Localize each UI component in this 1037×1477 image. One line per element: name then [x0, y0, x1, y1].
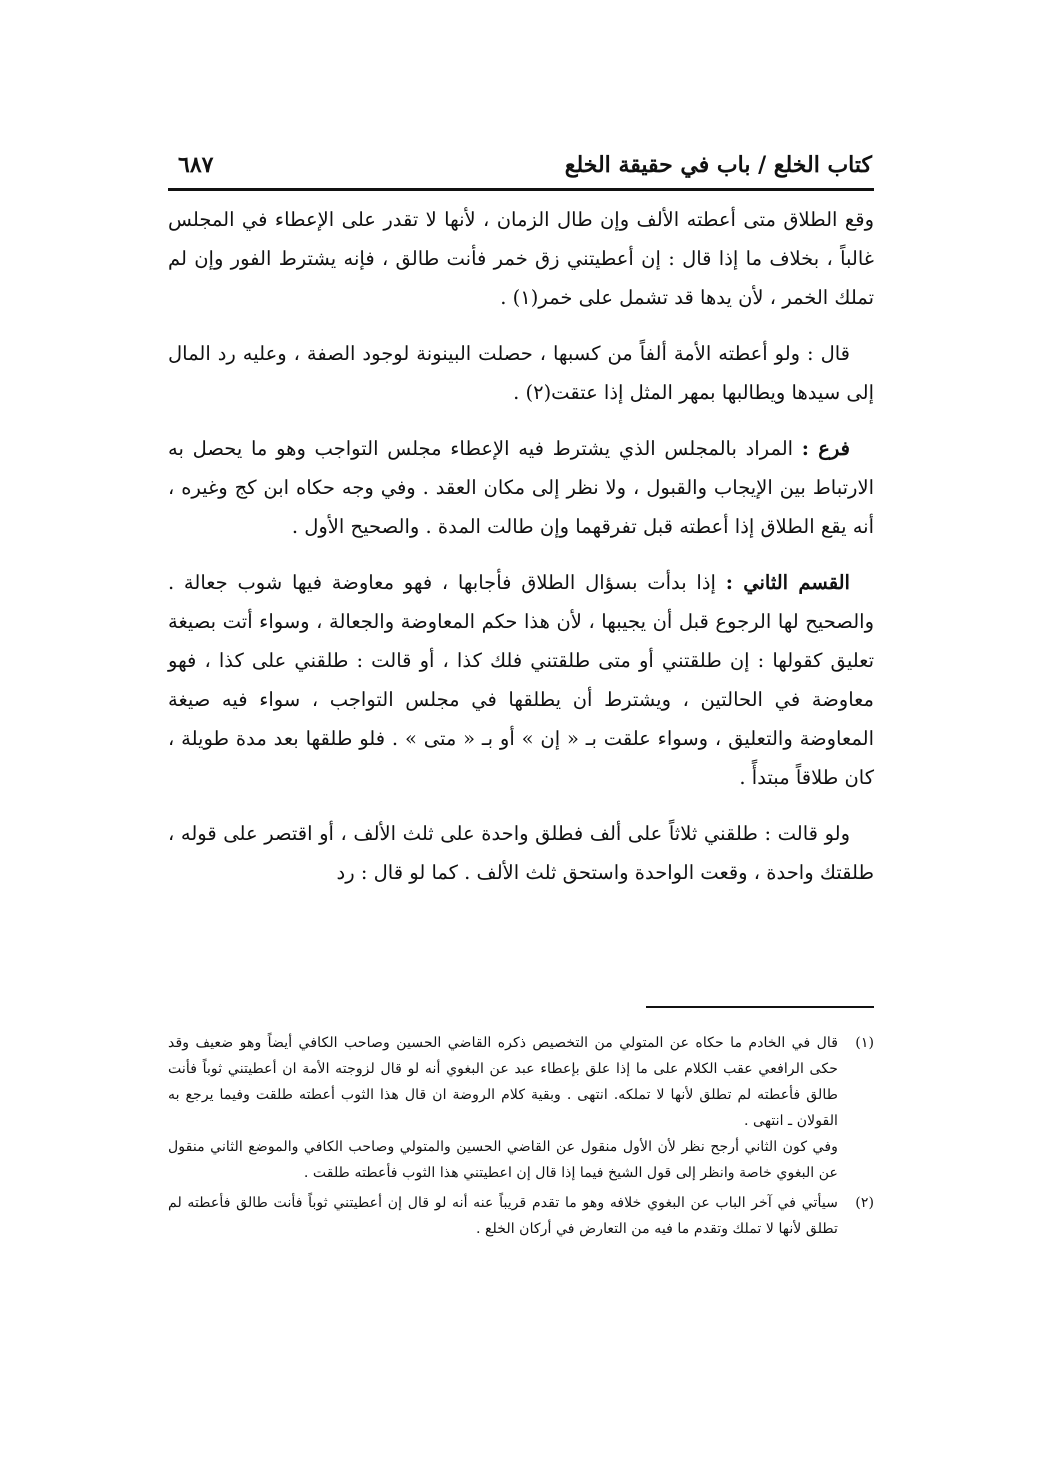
footnote-body	[168, 1190, 838, 1242]
running-header	[178, 148, 872, 188]
main-text	[168, 200, 874, 909]
paragraph-2	[168, 334, 874, 412]
paragraph-5	[168, 814, 874, 892]
footnote-number: (٢)	[855, 1195, 874, 1211]
footnote-body	[168, 1030, 838, 1186]
footnote-1	[168, 1030, 874, 1186]
paragraph-text: إذا بدأت بسؤال الطلاق فأجابها ، فهو معاوضة فيها شوب جعالة . والصحيح لها الرجوع قبل أن يجيبها ، لأن هذا حكم المعاوضة والجعالة ، وسواء أتت بصيغة تعليق كقولها : إن طلقتني أو متى طلقتني فلك كذا ، أو قالت : طلقني على كذا ، فهو معاوضة في الحالتين ، ويشترط أن يطلقها في مجلس التواجب ، سواء فيه صيغة المعاوضة والتعليق ، وسواء علقت بـ « إن » أو بـ « متى » . فلو طلقها بعد مدة طويلة ، كان طلاقاً مبتدأً .	[168, 571, 874, 789]
paragraph-lead: فرع :	[801, 437, 851, 460]
footnote-paragraph: قال في الخادم ما حكاه عن المتولي من التخصيص ذكره القاضي الحسين وصاحب الكافي أيضاً وهو ضعيف وقد حكى الرافعي عقب الكلام على ما إذا علق بإعطاء عبد عن البغوي أنه لو قال لزوجته الأمة ان أعطيتني ثوباً فأنت طالق فأعطته لم تطلق لأنها لا تملكه. انتهى . وبقية كلام الروضة ان قال هذا الثوب أعطته طلقت وفيما يرجع به القولان ـ انتهى .	[168, 1035, 838, 1129]
header-title: كتاب الخلع / باب في حقيقة الخلع	[564, 152, 872, 178]
footnote-paragraph: وفي كون الثاني أرجح نظر لأن الأول منقول عن القاضي الحسين والمتولي وصاحب الكافي والموضع الثاني منقول عن البغوي خاصة وانظر إلى قول الشيخ فيما إذا قال إن اعطيتني هذا الثوب فأعطته طلقت .	[168, 1139, 838, 1181]
page-number: ٦٨٧	[178, 152, 214, 178]
paragraph-4	[168, 563, 874, 797]
paragraph-1	[168, 200, 874, 317]
footnote-rule	[646, 1006, 874, 1008]
paragraph-text: قال : ولو أعطته الأمة ألفاً من كسبها ، حصلت البينونة لوجود الصفة ، وعليه رد المال إلى سيدها ويطالبها بمهر المثل إذا عتقت(٢) .	[168, 342, 874, 404]
paragraph-text: ولو قالت : طلقني ثلاثاً على ألف فطلق واحدة على ثلث الألف ، أو اقتصر على قوله ، طلقتك واحدة ، وقعت الواحدة واستحق ثلث الألف . كما لو قال : رد	[168, 822, 874, 884]
paragraph-3	[168, 429, 874, 546]
footnote-paragraph: سيأتي في آخر الباب عن البغوي خلافه وهو ما تقدم قريباً عنه أنه لو قال إن أعطيتني ثوباً فأنت طالق فأعطته لم تطلق لأنها لا تملك وتقدم ما فيه من التعارض في أركان الخلع .	[168, 1195, 838, 1237]
footnote-number: (١)	[855, 1035, 874, 1051]
footnotes	[168, 1030, 874, 1246]
paragraph-text: المراد بالمجلس الذي يشترط فيه الإعطاء مجلس التواجب وهو ما يحصل به الارتباط بين الإيجاب والقبول ، ولا نظر إلى مكان العقد . وفي وجه حكاه ابن كج وغيره ، أنه يقع الطلاق إذا أعطته قبل تفرقهما وإن طالت المدة . والصحيح الأول .	[168, 437, 874, 538]
header-rule	[168, 188, 874, 191]
paragraph-lead: القسم الثاني :	[725, 571, 850, 594]
footnote-2	[168, 1190, 874, 1242]
paragraph-text: وقع الطلاق متى أعطته الألف وإن طال الزمان ، لأنها لا تقدر على الإعطاء في المجلس غالباً ، بخلاف ما إذا قال : إن أعطيتني زق خمر فأنت طالق ، فإنه يشترط الفور وإن لم تملك الخمر ، لأن يدها قد تشمل على خمر(١) .	[168, 208, 874, 309]
